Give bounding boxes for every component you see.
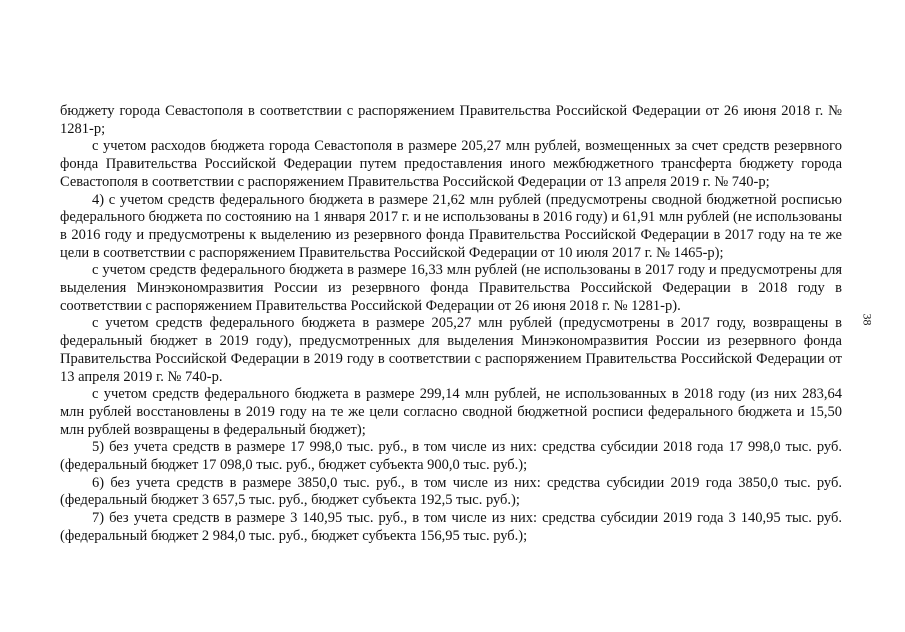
document-body xyxy=(60,103,842,546)
paragraph-item-6: 6) без учета средств в размере 3850,0 тыс. руб., в том числе из них: средства субсидии 2019 года 3850,0 тыс. руб. (федеральный бюджет 3 657,5 тыс. руб., бюджет субъекта 192,5 тыс. руб.); xyxy=(60,474,842,509)
paragraph-funds-2017: с учетом средств федерального бюджета в размере 16,33 млн рублей (не использованы в 2017 году и предусмотрены для выделения Минэкономразвития России из резервного фонда Правительства Российской Федерации в 2018 году в соответствии с распоряжением Правительства Российской Федерации от 26 июня 2018 г. № 1281-р). xyxy=(60,262,842,314)
paragraph-item-4: 4) с учетом средств федерального бюджета в размере 21,62 млн рублей (предусмотрены сводной бюджетной росписью федерального бюджета по состоянию на 1 января 2017 г. и не использованы в 2016 году) и 61,91 млн рублей (не использованы в 2016 году и предусмотрены к выделению из резервного фонда Правительства Российской Федерации в 2017 году на те же цели в соответствии с распоряжением Правительства Российской Федерации от 10 июля 2017 г. № 1465-р); xyxy=(60,191,842,261)
paragraph-item-7: 7) без учета средств в размере 3 140,95 тыс. руб., в том числе из них: средства субсидии 2019 года 3 140,95 тыс. руб. (федеральный бюджет 2 984,0 тыс. руб., бюджет субъекта 156,95 тыс. руб.); xyxy=(60,510,842,544)
paragraph-item-5: 5) без учета средств в размере 17 998,0 тыс. руб., в том числе из них: средства субсидии 2018 года 17 998,0 тыс. руб. (федеральный бюджет 17 098,0 тыс. руб., бюджет субъекта 900,0 тыс. руб.); xyxy=(60,439,842,474)
page-number: 38 xyxy=(860,313,875,326)
paragraph-sevastopol-expenses: с учетом расходов бюджета города Севастополя в размере 205,27 млн рублей, возмещенных за счет средств резервного фонда Правительства Российской Федерации путем предоставления иного межбюджетного трансферта бюджету города Севастополя в соответствии с распоряжением Правительства Российской Федерации от 13 апреля 2019 г. № 740-р; xyxy=(60,138,842,190)
paragraph-funds-2019-return: с учетом средств федерального бюджета в размере 205,27 млн рублей (предусмотрены в 2017 году, возвращены в федеральный бюджет в 2019 году), предусмотренных для выделения Минэкономразвития России из резервного фонда Правительства Российской Федерации в 2019 году в соответствии с распоряжением Правительства Российской Федерации от 13 апреля 2019 г. № 740-р. xyxy=(60,315,842,385)
paragraph-funds-2018-unused: с учетом средств федерального бюджета в размере 299,14 млн рублей, не использованных в 2018 году (из них 283,64 млн рублей восстановлены в 2019 году на те же цели согласно сводной бюджетной росписи федерального бюджета и 15,50 млн рублей возвращены в федеральный бюджет); xyxy=(60,386,842,438)
paragraph-continuation: бюджету города Севастополя в соответствии с распоряжением Правительства Российской Федерации от 26 июня 2018 г. № 1281-р; xyxy=(60,103,842,137)
